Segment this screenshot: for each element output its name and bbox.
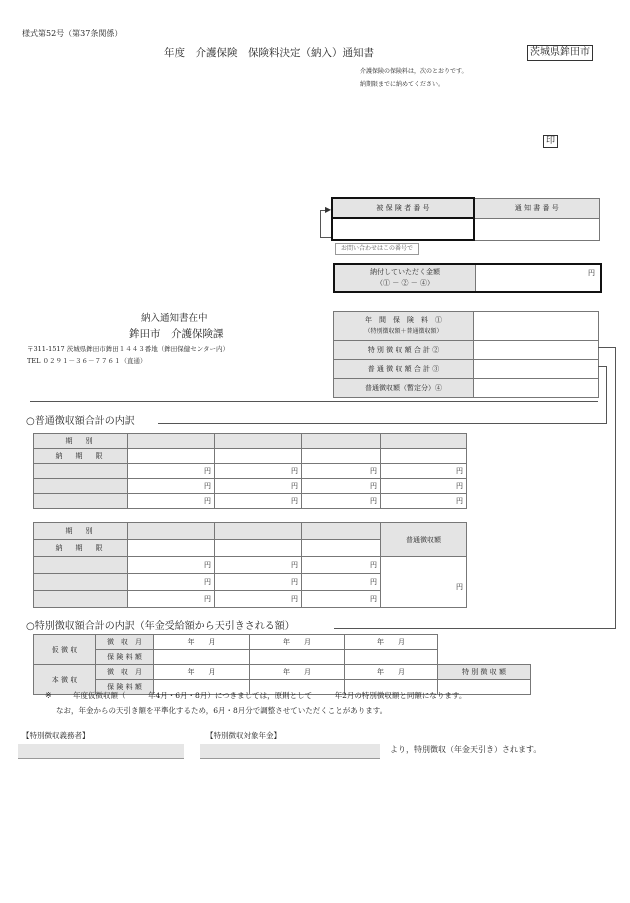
amount-cell: 円 <box>381 494 467 509</box>
special-note-2: なお，年金からの天引き額を平準化するため，6月・8月分で調整させていただくことがあります。 <box>56 706 388 715</box>
amount-cell: 円 <box>128 479 215 494</box>
ordinary-amount-value: 円 <box>381 557 467 608</box>
row-label-cell <box>34 574 128 591</box>
amount-cell: 円 <box>215 494 302 509</box>
pension-label: 【特別徴収対象年金】 <box>206 731 281 740</box>
main-collection-label: 本 徴 収 <box>34 665 96 695</box>
year-month-cell: 年 月 <box>154 635 250 650</box>
intro-note-1: 介護保険の保険料は，次のとおりです。 <box>360 68 468 75</box>
amount-cell: 円 <box>128 591 215 608</box>
summary-table <box>333 311 599 398</box>
special-total-value <box>474 341 599 360</box>
connector-line <box>598 366 606 367</box>
special-amount-label: 特 別 徴 収 額 <box>438 665 531 680</box>
amount-cell: 円 <box>302 479 381 494</box>
arrow-right-icon: ▶ <box>325 205 332 214</box>
divider-line <box>30 401 598 402</box>
deadline-cell <box>302 449 381 464</box>
amount-cell: 円 <box>215 574 302 591</box>
period-cell <box>302 434 381 449</box>
seal-mark: 印 <box>543 135 558 148</box>
special-table <box>33 634 531 695</box>
document-title: 年度 介護保険 保険料決定（納入）通知書 <box>164 47 374 59</box>
period-cell <box>215 523 302 540</box>
period-cell <box>381 434 467 449</box>
amount-cell: 円 <box>302 494 381 509</box>
mail-enclosed-label: 納入通知書在中 <box>141 313 208 324</box>
amount-cell: 円 <box>215 591 302 608</box>
amount-cell: 円 <box>302 464 381 479</box>
payment-yen: 円 <box>588 269 595 277</box>
amount-cell: 円 <box>302 591 381 608</box>
annual-premium-label <box>334 312 474 341</box>
amount-cell: 円 <box>302 557 381 574</box>
row-label-cell <box>34 557 128 574</box>
insured-number-field <box>332 218 474 240</box>
spacer-cell <box>438 635 531 650</box>
intro-note-2: 納期限までに納めてください。 <box>360 81 445 88</box>
sender-address: 〒311-1517 茨城県鉾田市鉾田１４４３番地（鉾田保健センター内） <box>27 345 229 353</box>
annual-premium-value <box>474 312 599 341</box>
period-cell <box>128 434 215 449</box>
amount-cell: 円 <box>215 464 302 479</box>
premium-amount-label: 保 険 料 額 <box>96 680 154 695</box>
pension-field <box>200 744 380 759</box>
note-mark: ※ <box>45 691 52 700</box>
amount-cell: 円 <box>128 494 215 509</box>
annual-premium-sub: （特別徴収額＋普通徴収額） <box>364 328 443 335</box>
deadline-label: 納 期 限 <box>34 449 128 464</box>
ordinary-total-label: 普 通 徴 収 額 合 計 ③ <box>334 360 474 379</box>
deadline-cell <box>302 540 381 557</box>
city-name: 茨城県鉾田市 <box>527 45 593 61</box>
year-month-cell: 年 月 <box>250 635 345 650</box>
bracket-line <box>320 210 321 237</box>
deadline-cell <box>381 449 467 464</box>
special-note-1: 年度仮徴収額（ 年4月・6月・8月）につきましては，原則として 年2月の特別徴収額と同額になります。 <box>73 691 467 700</box>
row-label-cell <box>34 591 128 608</box>
amount-cell: 円 <box>128 574 215 591</box>
year-month-cell: 年 月 <box>250 665 345 680</box>
payment-formula: （① － ② － ④） <box>376 279 434 287</box>
special-total-label: 特 別 徴 収 額 合 計 ② <box>334 341 474 360</box>
premium-amount-cell <box>345 650 438 665</box>
premium-amount-label: 保 険 料 額 <box>96 650 154 665</box>
ordinary-section-title: ○普通徴収額合計の内訳 <box>26 417 138 427</box>
amount-cell: 円 <box>302 574 381 591</box>
inquiry-hint: お問い合わせはこの番号で <box>335 243 419 255</box>
period-cell <box>128 523 215 540</box>
amount-cell: 円 <box>215 479 302 494</box>
notice-number-field <box>474 218 599 240</box>
year-month-cell: 年 月 <box>345 635 438 650</box>
amount-cell: 円 <box>128 464 215 479</box>
payment-amount-box <box>333 263 602 293</box>
obligor-field <box>18 744 184 759</box>
footer-tail-text: より，特別徴収（年金天引き）されます。 <box>390 745 542 754</box>
deadline-cell <box>128 449 215 464</box>
year-month-cell: 年 月 <box>345 665 438 680</box>
spacer-cell <box>438 650 531 665</box>
period-label: 期 別 <box>34 523 128 540</box>
amount-cell: 円 <box>128 557 215 574</box>
connector-line <box>615 347 616 629</box>
ordinary-provisional-label: 普通徴収額（暫定分）④ <box>334 379 474 398</box>
collect-month-label: 徴 収 月 <box>96 665 154 680</box>
payment-label: 納付していただく金額 <box>370 268 440 276</box>
premium-amount-cell <box>154 650 250 665</box>
ordinary-provisional-value <box>474 379 599 398</box>
period-cell <box>215 434 302 449</box>
row-label-cell <box>34 494 128 509</box>
special-section-title: ○特別徴収額合計の内訳（年金受給額から天引きされる額） <box>26 622 298 632</box>
deadline-cell <box>215 449 302 464</box>
connector-line <box>606 366 607 423</box>
form-number: 様式第52号（第37条関係） <box>22 29 123 38</box>
deadline-cell <box>215 540 302 557</box>
ordinary-table-1 <box>33 433 467 509</box>
amount-cell: 円 <box>381 464 467 479</box>
notice-number-label: 通 知 書 番 号 <box>474 198 599 218</box>
row-label-cell <box>34 479 128 494</box>
insured-number-block <box>331 197 600 241</box>
row-label-cell <box>34 464 128 479</box>
sender-department: 鉾田市 介護保険課 <box>129 328 224 340</box>
provisional-collection-label: 仮 徴 収 <box>34 635 96 665</box>
sender-tel: TEL ０２９１－３６－７７６１（直通） <box>27 357 147 365</box>
deadline-label: 納 期 限 <box>34 540 128 557</box>
period-label: 期 別 <box>34 434 128 449</box>
ordinary-table-2 <box>33 522 467 608</box>
premium-amount-cell <box>250 650 345 665</box>
bracket-line <box>320 237 331 238</box>
connector-line <box>598 347 615 348</box>
payment-label-cell <box>335 265 476 291</box>
year-month-cell: 年 月 <box>154 665 250 680</box>
obligor-label: 【特別徴収義務者】 <box>22 731 90 740</box>
deadline-cell <box>128 540 215 557</box>
section-line <box>334 628 616 629</box>
annual-premium-title: 年 間 保 険 料 ① <box>365 316 442 324</box>
ordinary-amount-label: 普通徴収額 <box>381 523 467 557</box>
insured-number-label: 被 保 険 者 番 号 <box>332 198 474 218</box>
period-cell <box>302 523 381 540</box>
amount-cell: 円 <box>381 479 467 494</box>
collect-month-label: 徴 収 月 <box>96 635 154 650</box>
amount-cell: 円 <box>215 557 302 574</box>
ordinary-total-value <box>474 360 599 379</box>
section-line <box>158 423 607 424</box>
